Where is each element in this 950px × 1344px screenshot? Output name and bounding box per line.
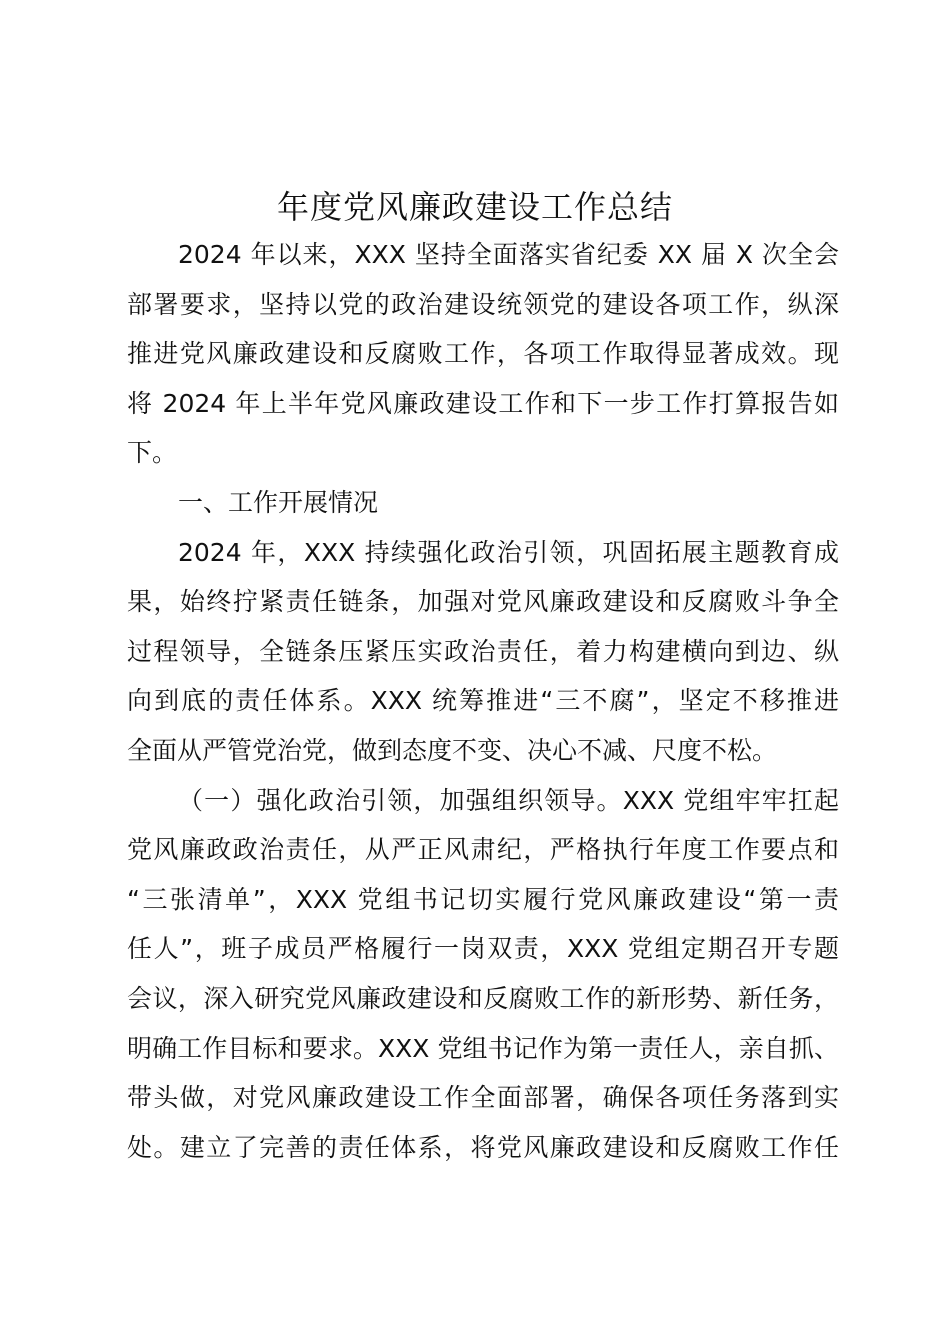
text-line: “三张清单”，XXX 党组书记切实履行党风廉政建设“第一责 — [127, 884, 839, 914]
text-line: （一）强化政治引领，加强组织领导。XXX 党组牢牢扛起 — [178, 785, 839, 815]
section-heading — [127, 478, 839, 528]
paragraph-intro — [127, 230, 839, 478]
text-line: 明确工作目标和要求。XXX 党组书记作为第一责任人，亲自抓、 — [127, 1033, 839, 1063]
text-line: 将 2024 年上半年党风廉政建设工作和下一步工作打算报告如 — [127, 388, 839, 418]
text-line: 下。 — [127, 438, 178, 468]
text-line: 推进党风廉政建设和反腐败工作，各项工作取得显著成效。现 — [127, 339, 839, 369]
document-body — [127, 230, 839, 1172]
text-line: 会议，深入研究党风廉政建设和反腐败工作的新形势、新任务， — [127, 983, 839, 1013]
text-line: 处。建立了完善的责任体系，将党风廉政建设和反腐败工作任 — [127, 1132, 839, 1162]
document-title: 年度党风廉政建设工作总结 — [276, 188, 673, 226]
text-line: 2024 年，XXX 持续强化政治引领，巩固拓展主题教育成 — [178, 537, 839, 567]
paragraph-overview — [127, 528, 839, 776]
text-line: 部署要求，坚持以党的政治建设统领党的建设各项工作，纵深 — [127, 289, 839, 319]
text-line: 过程领导，全链条压紧压实政治责任，着力构建横向到边、纵 — [127, 636, 839, 666]
text-line: 2024 年以来，XXX 坚持全面落实省纪委 XX 届 X 次全会 — [178, 240, 839, 269]
text-line: 一、工作开展情况 — [178, 487, 379, 517]
paragraph-subsection-1 — [127, 776, 839, 1173]
text-line: 向到底的责任体系。XXX 统筹推进“三不腐”，坚定不移推进 — [127, 686, 839, 716]
text-line: 带头做，对党风廉政建设工作全面部署，确保各项任务落到实 — [127, 1083, 839, 1113]
text-line: 任人”，班子成员严格履行一岗双责，XXX 党组定期召开专题 — [127, 934, 839, 964]
text-line: 果，始终拧紧责任链条，加强对党风廉政建设和反腐败斗争全 — [127, 587, 839, 617]
text-line: 全面从严管党治党，做到态度不变、决心不减、尺度不松。 — [127, 735, 778, 765]
text-line: 党风廉政政治责任，从严正风肃纪，严格执行年度工作要点和 — [127, 835, 839, 865]
